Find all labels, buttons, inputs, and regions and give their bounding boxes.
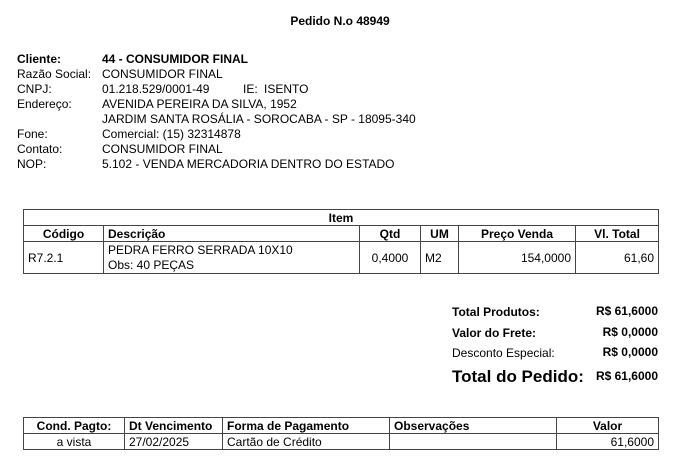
company-name-label: Razão Social: [17,67,92,81]
col-total-header: Vl. Total [576,226,659,242]
freight-label: Valor do Frete: [452,326,537,340]
address-line-1: AVENIDA PEREIRA DA SILVA, 1952 [102,97,297,111]
item-obs: Obs: 40 PEÇAS [108,257,195,272]
payment-condition: a vista [24,434,125,450]
address-label: Endereço: [17,97,72,111]
col-price-header: Preço Venda [459,226,576,242]
col-code-header: Código [24,226,104,242]
nop-value: 5.102 - VENDA MERCADORIA DENTRO DO ESTADO [102,157,395,171]
contact-label: Contato: [17,142,63,156]
col-description-header: Descrição [104,226,360,242]
col-amount-header: Valor [557,418,659,434]
order-total-label: Total do Pedido: [452,367,584,386]
phone-value: Comercial: (15) 32314878 [102,127,241,141]
items-table [23,209,659,274]
cnpj-value: 01.218.529/0001-49 [102,82,210,96]
item-description-cell [104,242,360,274]
item-price: 154,0000 [459,242,576,274]
customer-label: Cliente: [17,52,62,66]
phone-label: Fone: [17,127,48,141]
total-products-label: Total Produtos: [452,305,540,319]
ie-value: ISENTO [264,82,309,96]
items-caption: Item [24,210,659,226]
payment-method: Cartão de Crédito [223,434,390,450]
payment-table [23,417,659,450]
discount-label: Desconto Especial: [452,346,555,360]
col-qty-header: Qtd [360,226,421,242]
item-unit: M2 [421,242,459,274]
table-row [24,242,659,274]
col-unit-header: UM [421,226,459,242]
item-code: R7.2.1 [24,242,104,274]
address-line-2: JARDIM SANTA ROSÁLIA - SOROCABA - SP - 18095-340 [102,112,416,126]
col-notes-header: Observações [390,418,557,434]
item-qty: 0,4000 [360,242,421,274]
order-total-value: R$ 61,6000 [595,369,658,383]
order-title: Pedido N.o 48949 [290,14,390,28]
col-due-date-header: Dt Vencimento [125,418,223,434]
total-products-value: R$ 61,6000 [595,304,658,318]
ie-label: IE: [243,82,258,96]
discount-value: R$ 0,0000 [602,345,658,359]
payment-notes [390,434,557,450]
customer-value: 44 - CONSUMIDOR FINAL [102,52,249,66]
freight-value: R$ 0,0000 [602,325,658,339]
company-name-value: CONSUMIDOR FINAL [102,67,223,81]
col-condition-header: Cond. Pagto: [24,418,125,434]
col-method-header: Forma de Pagamento [223,418,390,434]
item-description: PEDRA FERRO SERRADA 10X10 [108,242,293,257]
item-total: 61,60 [576,242,659,274]
cnpj-label: CNPJ: [17,82,52,96]
table-row [24,434,659,450]
payment-amount: 61,6000 [557,434,659,450]
contact-value: CONSUMIDOR FINAL [102,142,223,156]
payment-due-date: 27/02/2025 [125,434,223,450]
nop-label: NOP: [17,157,47,171]
